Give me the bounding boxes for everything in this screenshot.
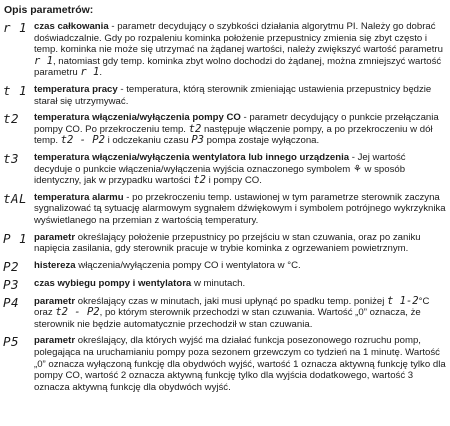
inline-code: r 1 — [34, 54, 53, 67]
description-text: i pompy CO. — [205, 175, 262, 187]
param-description — [34, 335, 446, 393]
param-description — [34, 84, 446, 107]
param-entry-p3 — [3, 278, 446, 291]
description-text: i odczekaniu czasu — [104, 135, 192, 147]
param-term: temperatura włączenia/wyłączenia pompy CO — [34, 112, 241, 124]
inline-code: t2 — [188, 122, 202, 135]
inline-code: t2 — [193, 174, 206, 187]
inline-code: t2 - P2 — [55, 306, 100, 319]
section-heading: Opis parametrów: — [4, 4, 94, 16]
param-entry-t3 — [3, 152, 446, 187]
description-text: , po którym sterownik przechodzi w stan czuwania. Wartość „0” oznacza, że sterownik nie będzie automatycznie przechodził w stan czuwania. — [34, 307, 421, 330]
param-description — [34, 296, 446, 331]
param-term: temperatura alarmu — [34, 191, 124, 203]
param-code: t3 — [3, 150, 20, 166]
param-entry-t2 — [3, 112, 446, 147]
param-term: czas całkowania — [34, 21, 109, 32]
param-code: t2 — [3, 111, 20, 127]
description-text: - temperatura, którą sterownik zmieniając ustawienia przepustnicy będzie starał się utrzymywać. — [34, 83, 432, 107]
param-description — [34, 21, 446, 79]
param-entry-tal — [3, 192, 446, 227]
description-text: określający, dla których wyjść ma działać funkcja posezonowego rozruchu pomp, polegająca na uruchamianiu pompy poza sezonem grzewczym co tydzień na 1 minutę. Wartość „0” oznacza wyłączoną funkcję dla obydwóch wyjść, wartość 1 oznacza aktywną funkcję tylko dla pompy CO, wartość 2 oznacza aktywną funkcję tylko dla wyjścia dodatkowego, wartość 3 oznacza aktywną funkcję dla obydwóch wyjść. — [34, 335, 446, 393]
description-text: w minutach. — [191, 277, 246, 289]
description-text: włączenia/wyłączenia pompy CO i wentylatora w °C. — [75, 259, 301, 271]
description-text: . — [99, 67, 103, 79]
description-text: określający położenie przepustnicy po przejściu w stan czuwania, oraz po zaniku napięcia zasilania, gdy sterownik pracuje w trybie kominka z ogrzewaniem powietrznym. — [34, 231, 421, 255]
inline-code: t 1-2 — [387, 294, 419, 307]
param-entry-p4 — [3, 296, 446, 331]
param-description — [34, 232, 446, 255]
param-entry-p5 — [3, 335, 446, 393]
param-description — [34, 278, 446, 290]
description-text: w sposób identyczny, jak w przypadku wartości — [34, 163, 406, 187]
description-text: - Jej wartość decyduje o punkcie włączenia/wyłączenia wyjścia oznaczonego symbolem — [34, 151, 406, 175]
param-entry-t1 — [3, 84, 446, 107]
description-text: - parametr decydujący o punkcie przełączania pompy CO. Po przekroczeniu temp. — [34, 112, 439, 135]
param-code: t 1 — [3, 82, 28, 98]
param-term: histereza — [34, 259, 76, 271]
param-description — [34, 112, 446, 147]
param-code: P2 — [3, 258, 20, 274]
param-code: P 1 — [3, 230, 28, 246]
param-entry-r1 — [3, 21, 446, 79]
description-text: °C oraz — [34, 295, 430, 319]
param-code: P3 — [3, 276, 20, 292]
param-code: tAL — [3, 190, 28, 206]
description-text: pompa zostaje wyłączona. — [203, 135, 320, 147]
param-description — [34, 152, 446, 187]
param-code: P5 — [3, 334, 20, 350]
param-term: parametr — [34, 295, 76, 307]
param-term: parametr — [34, 231, 76, 243]
fan-icon: ⚘ — [352, 163, 362, 175]
param-term: temperatura włączenia/wyłączenia wentylatora lub innego urządzenia — [34, 151, 350, 163]
description-text: - parametr decydujący o szybkości działania algorytmu PI. Należy go dobrać doświadczalnie. Gdy po rozpaleniu kominka położenie przepustnicy zmienia się zbyt często i temp. kominka nie może się utrzymać na żądanej wartości, należy zwiększyć wartość parametru — [34, 21, 443, 56]
param-term: czas wybiegu pompy i wentylatora — [34, 277, 192, 289]
description-text: następuje włączenie pompy, a po przekroczeniu w dół temp. — [34, 123, 433, 147]
param-entry-p2 — [3, 260, 446, 273]
param-code: P4 — [3, 294, 20, 310]
param-code: r 1 — [3, 20, 28, 35]
param-term: temperatura pracy — [34, 83, 118, 95]
inline-code: P3 — [191, 134, 204, 147]
description-text: , natomiast gdy temp. kominka zbyt wolno dochodzi do żądanej, można zmniejszyć wartość parametru — [34, 55, 442, 79]
param-entry-p1 — [3, 232, 446, 255]
param-description — [34, 192, 446, 227]
param-description — [34, 260, 446, 272]
inline-code: t2 - P2 — [60, 134, 105, 147]
description-text: - po przekroczeniu temp. ustawionej w tym parametrze sterownik zaczyna sygnalizować tą sytuację alarmowym sygnałem dźwiękowym i symbolem potrójnego wykrzyknika wyświetlanego na przemian z wartością temperatury. — [34, 191, 446, 226]
param-term: parametr — [34, 335, 76, 347]
description-text: określający czas w minutach, jaki musi upłynąć po spadku temp. poniżej — [75, 295, 388, 307]
inline-code: r 1 — [80, 66, 100, 79]
